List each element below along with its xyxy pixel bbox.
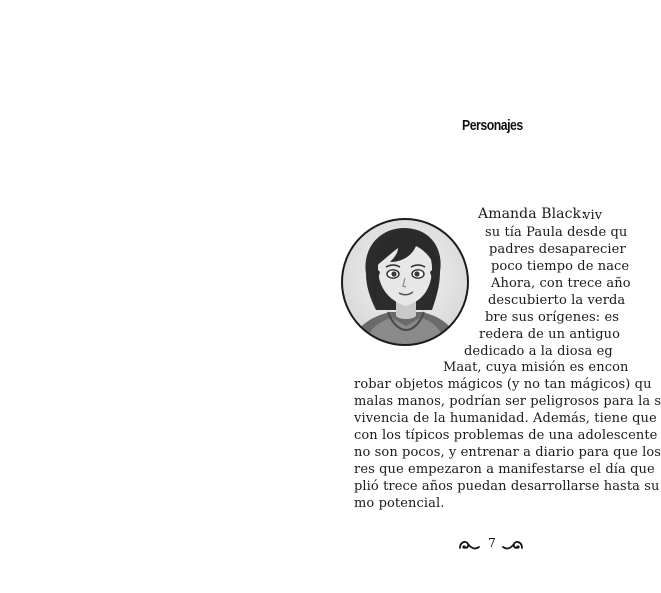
text-line: bre sus orígenes: es <box>485 310 620 325</box>
text-line: plió trece años puedan desarrollarse hasta su <box>354 479 660 494</box>
text-line: descubierto la verda <box>488 293 626 308</box>
page-number: 7 <box>488 536 496 550</box>
text-line: poco tiempo de nace <box>491 259 630 274</box>
girl-portrait-icon <box>340 212 471 352</box>
section-title: Personajes <box>462 117 523 134</box>
text-line: no son pocos, y entrenar a diario para que los <box>354 445 661 460</box>
text-line: robar objetos mágicos (y no tan mágicos) qu <box>354 377 652 392</box>
scroll-ornament-right-icon <box>502 534 524 556</box>
text-line: viv <box>583 208 603 223</box>
text-line: con los típicos problemas de una adolescente <box>354 428 658 443</box>
text-line: Maat, cuya misión es encon <box>443 360 629 375</box>
text-line: mo potencial. <box>354 496 445 511</box>
text-line: res que empezaron a manifestarse el día que <box>354 462 655 477</box>
text-line: vivencia de la humanidad. Además, tiene que <box>354 411 657 426</box>
text-line: malas manos, podrían ser peligrosos para la s <box>354 394 661 409</box>
page-folio <box>458 534 524 556</box>
character-name: Amanda Black: <box>478 206 586 222</box>
text-line: su tía Paula desde qu <box>485 225 628 240</box>
scroll-ornament-left-icon <box>458 534 480 556</box>
text-line: redera de un antiguo <box>479 327 621 342</box>
text-line: Ahora, con trece año <box>491 276 631 291</box>
text-line: padres desaparecier <box>489 242 626 257</box>
text-line: dedicado a la diosa eg <box>464 344 613 359</box>
